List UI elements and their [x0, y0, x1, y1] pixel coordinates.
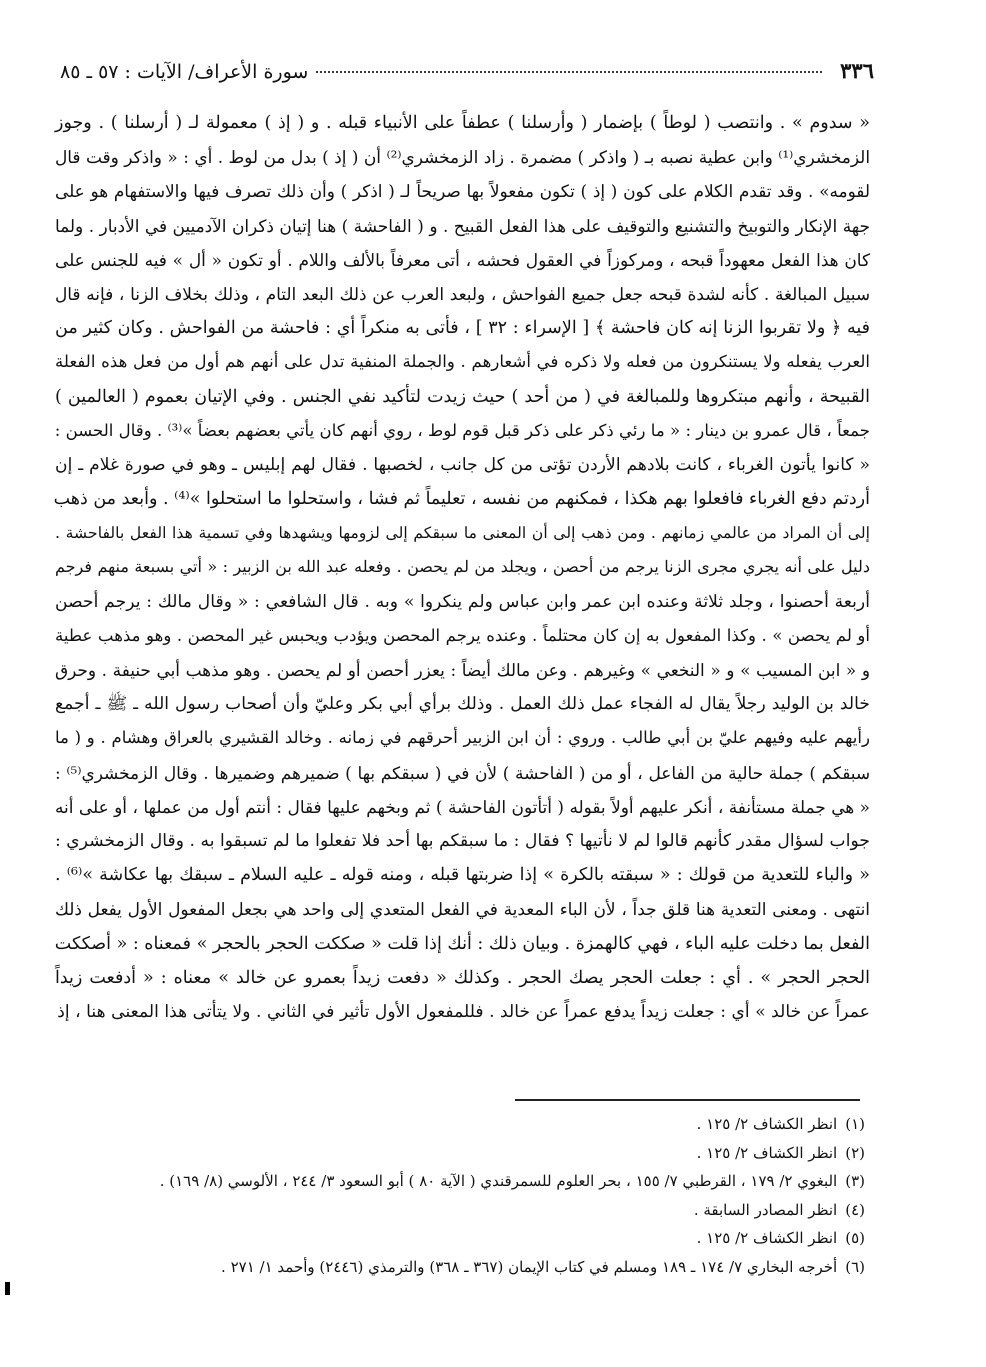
footnote — [100, 1196, 865, 1225]
footnote-number: (٦) — [845, 1257, 865, 1276]
body-line: « كانوا يأتون الغرباء ، كانت بلادهم الأردن تؤتى من كل جانب ، لخصبها . فقال لهم إبليس ـ وهو في صورة غلام ـ إن — [55, 454, 870, 475]
footnote — [100, 1167, 865, 1196]
body-line: إلى أن المراد من عالمي زمانهم . ومن ذهب إلى أن المعنى ما سبقكم إلى لزومها ويشهدها وفي تسمية هذا الفعل بالفاحشة . — [55, 523, 870, 543]
running-header — [60, 58, 874, 92]
footnote — [100, 1224, 865, 1253]
footnote-number: (٢) — [845, 1143, 865, 1162]
footnote-number: (٤) — [845, 1200, 865, 1219]
footnote — [100, 1110, 865, 1139]
body-line: أردتم دفع الغرباء فافعلوا بهم هكذا ، فمكنهم من نفسه ، تعليماً ثم فشا ، واستحلوا ما استحلوا »⁽⁴⁾ . وأبعد من ذهب — [53, 489, 870, 510]
body-line: « والباء للتعدية من قولك : « سبقته بالكرة » إذا ضربتها قبله ، ومنه قوله ـ عليه السلام ـ سبقك بها عكاشة »⁽⁶⁾ . — [55, 865, 870, 886]
body-line: العرب يفعله ولا يستنكرون من فعله ولا ذكره في أشعارهم . والجملة المنفية تدل على أنهم هم أول من فعل هذه الفعلة — [55, 352, 870, 372]
body-line: جواب لسؤال مقدر كأنهم قالوا لم لا نأتيها ؟ فقال : ما سبقكم بها أحد فلا تفعلوا ما لم تسبقوا به . وقال الزمخشري : — [55, 830, 870, 851]
body-line: « هي جملة مستأنفة ، أنكر عليهم أولاً بقوله ( أتأتون الفاحشة ) ثم وبخهم عليها فقال : أنتم أول من عملها ، أو على أنه — [55, 796, 870, 817]
footnote-text: انظر الكشاف ٢/ ١٢٥ . — [696, 1143, 838, 1162]
body-line: الفعل بما دخلت عليه الباء ، فهي كالهمزة . وبيان ذلك : أنك إذا قلت « صككت الحجر بالحجر » فمعناه : « أصككت — [54, 933, 870, 954]
scan-edge-mark — [5, 1282, 10, 1295]
main-body-text — [55, 106, 870, 1029]
footnote-text: انظر الكشاف ٢/ ١٢٥ . — [696, 1115, 838, 1133]
body-line: جمعاً ، قال عمرو بن دينار : « ما رئي ذكر على ذكر قبل قوم لوط ، روي أنهم كان يأتي بعضهم بعضاً »⁽³⁾ . وقال الحسن : — [54, 420, 870, 440]
body-line: سبيل المبالغة . كأنه لشدة قبحه جعل جميع الفواحش ، ولبعد العرب عن ذلك البعد التام ، وذلك بخلاف الزنا ، فإنه قال — [55, 283, 870, 304]
page-number: ٣٣٦ — [840, 58, 874, 83]
body-line: الحجر الحجر » . أي : جعلت الحجر يصك الحجر . وكذلك « دفعت زيداً بعمرو عن خالد » معناه : « أدفعت زيداً — [55, 967, 870, 988]
body-line: عمراً عن خالد » أي : جعلت زيداً يدفع عمراً عن خالد . فللمفعول الأول تأثير في الثاني . ولا يتأتى هذا المعنى هنا ، إذ — [57, 1001, 870, 1022]
header-dotted-leader — [316, 71, 822, 73]
footnote-text: انظر المصادر السابقة . — [693, 1200, 838, 1219]
footnote-number: (١) — [845, 1115, 865, 1133]
footnote — [100, 1139, 865, 1168]
footnote-text: البغوي ٢/ ١٧٩ ، القرطبي ٧/ ١٥٥ ، بحر العلوم للسمرقندي ( الآية ٨٠ ) أبو السعود ٣/ ٢٤٤ ، الألوسي (٨/ ١٦٩) . — [159, 1172, 838, 1191]
footnote-separator-rule — [515, 1099, 860, 1101]
footnote-number: (٥) — [845, 1229, 865, 1248]
body-line: « سدوم » . وانتصب ( لوطاً ) بإضمار ( وأرسلنا ) عطفاً على الأنبياء قبله . و ( إذ ) معمولة لـ ( أرسلنا ) . وجوز — [55, 113, 870, 133]
body-line: خالد بن الوليد رجلاً يقال له الفجاء عمل ذلك العمل . وذلك برأي أبي بكر وعليّ وأن أصحاب رسول الله ـ ﷺ ـ أجمع — [55, 694, 870, 715]
footnote-text: انظر الكشاف ٢/ ١٢٥ . — [696, 1229, 838, 1248]
body-line: رأيهم عليه وفيهم عليّ بن أبي طالب . وروي : أن ابن الزبير أحرقهم في زمانه . وخالد القشيري بالعراق وهشام . و ( ما — [55, 728, 870, 748]
body-line: الزمخشري⁽¹⁾ وابن عطية نصبه بـ ( واذكر ) مضمرة . زاد الزمخشري⁽²⁾ أن ( إذ ) بدل من لوط . أي : « واذكر وقت قال — [55, 147, 871, 168]
body-line: و « ابن المسيب » و « النخعي » وغيرهم . وعن مالك أيضاً : يعزر أحصن أو لم يحصن . وهو مذهب أبي حنيفة . وحرق — [55, 660, 870, 680]
body-line: أربعة أحصنوا ، وجلد ثلاثة وعنده ابن عمر وابن عباس ولم ينكروا » وبه . قال الشافعي : « وقال مالك : يرجم أحصن — [55, 591, 870, 612]
body-line: انتهى . ومعنى التعدية هنا قلق جداً ، لأن الباء المعدية في الفعل المتعدي إلى واحد هي بجعل المفعول الأول يفعل ذلك — [55, 899, 870, 920]
footnotes — [100, 1110, 865, 1282]
footnote — [100, 1253, 865, 1282]
body-line: القبيحة ، وأنهم مبتكروها وللمبالغة في ( من أحد ) حيث زيدت لتأكيد نفي الجنس . وفي الإتيان بعموم ( العالمين ) — [55, 386, 870, 407]
body-line: أو لم يحصن » . وكذا المفعول به إن كان محتلماً . وعنده يرجم المحصن ويؤدب ويحبس غير المحصن . وهو مذهب عطية — [55, 625, 870, 645]
body-line: جهة الإنكار والتوبيخ والتشنيع والتوقيف على هذا الفعل القبيح . و ( الفاحشة ) هنا إتيان ذكران الآدميين في الأدبار . ولما — [55, 215, 870, 236]
body-line: سبقكم ) جملة حالية من الفاعل ، أو من ( الفاحشة ) لأن في ( سبقكم بها ) ضميرهم وضميرها . وقال الزمخشري⁽⁵⁾ : — [55, 762, 870, 783]
body-line: كان هذا الفعل معهوداً قبحه ، ومركوزاً في العقول فحشه ، أتى معرفاً بالألف واللام . أو تكون « أل » فيه للجنس على — [55, 249, 870, 270]
body-line: لقومه» . وقد تقدم الكلام على كون ( إذ ) تكون مفعولاً بها صريحاً لـ ( اذكر ) وأن ذلك تصرف فيها والاستفهام هو على — [55, 181, 870, 202]
footnote-text: أخرجه البخاري ٧/ ١٧٤ ـ ١٨٩ ومسلم في كتاب الإيمان (٣٦٧ ـ ٣٦٨) والترمذي (٢٤٤٦) وأحمد ١/ ٢٧١ . — [221, 1257, 838, 1276]
running-header-title: سورة الأعراف/ الآيات : ٥٧ ـ ٨٥ — [60, 61, 309, 83]
body-line: فيه ﴿ ولا تقربوا الزنا إنه كان فاحشة ﴾ [ الإسراء : ٣٢ ] ، فأتى به منكراً أي : فاحشة من الفواحش . وكان كثير من — [55, 318, 870, 339]
footnote-number: (٣) — [845, 1172, 865, 1191]
body-line: دليل على أنه يجري مجرى الزنا يرجم من أحصن ، ويجلد من لم يحصن . وفعله عبد الله بن الزبير : « أتي بسبعة منهم فرجم — [55, 557, 870, 577]
